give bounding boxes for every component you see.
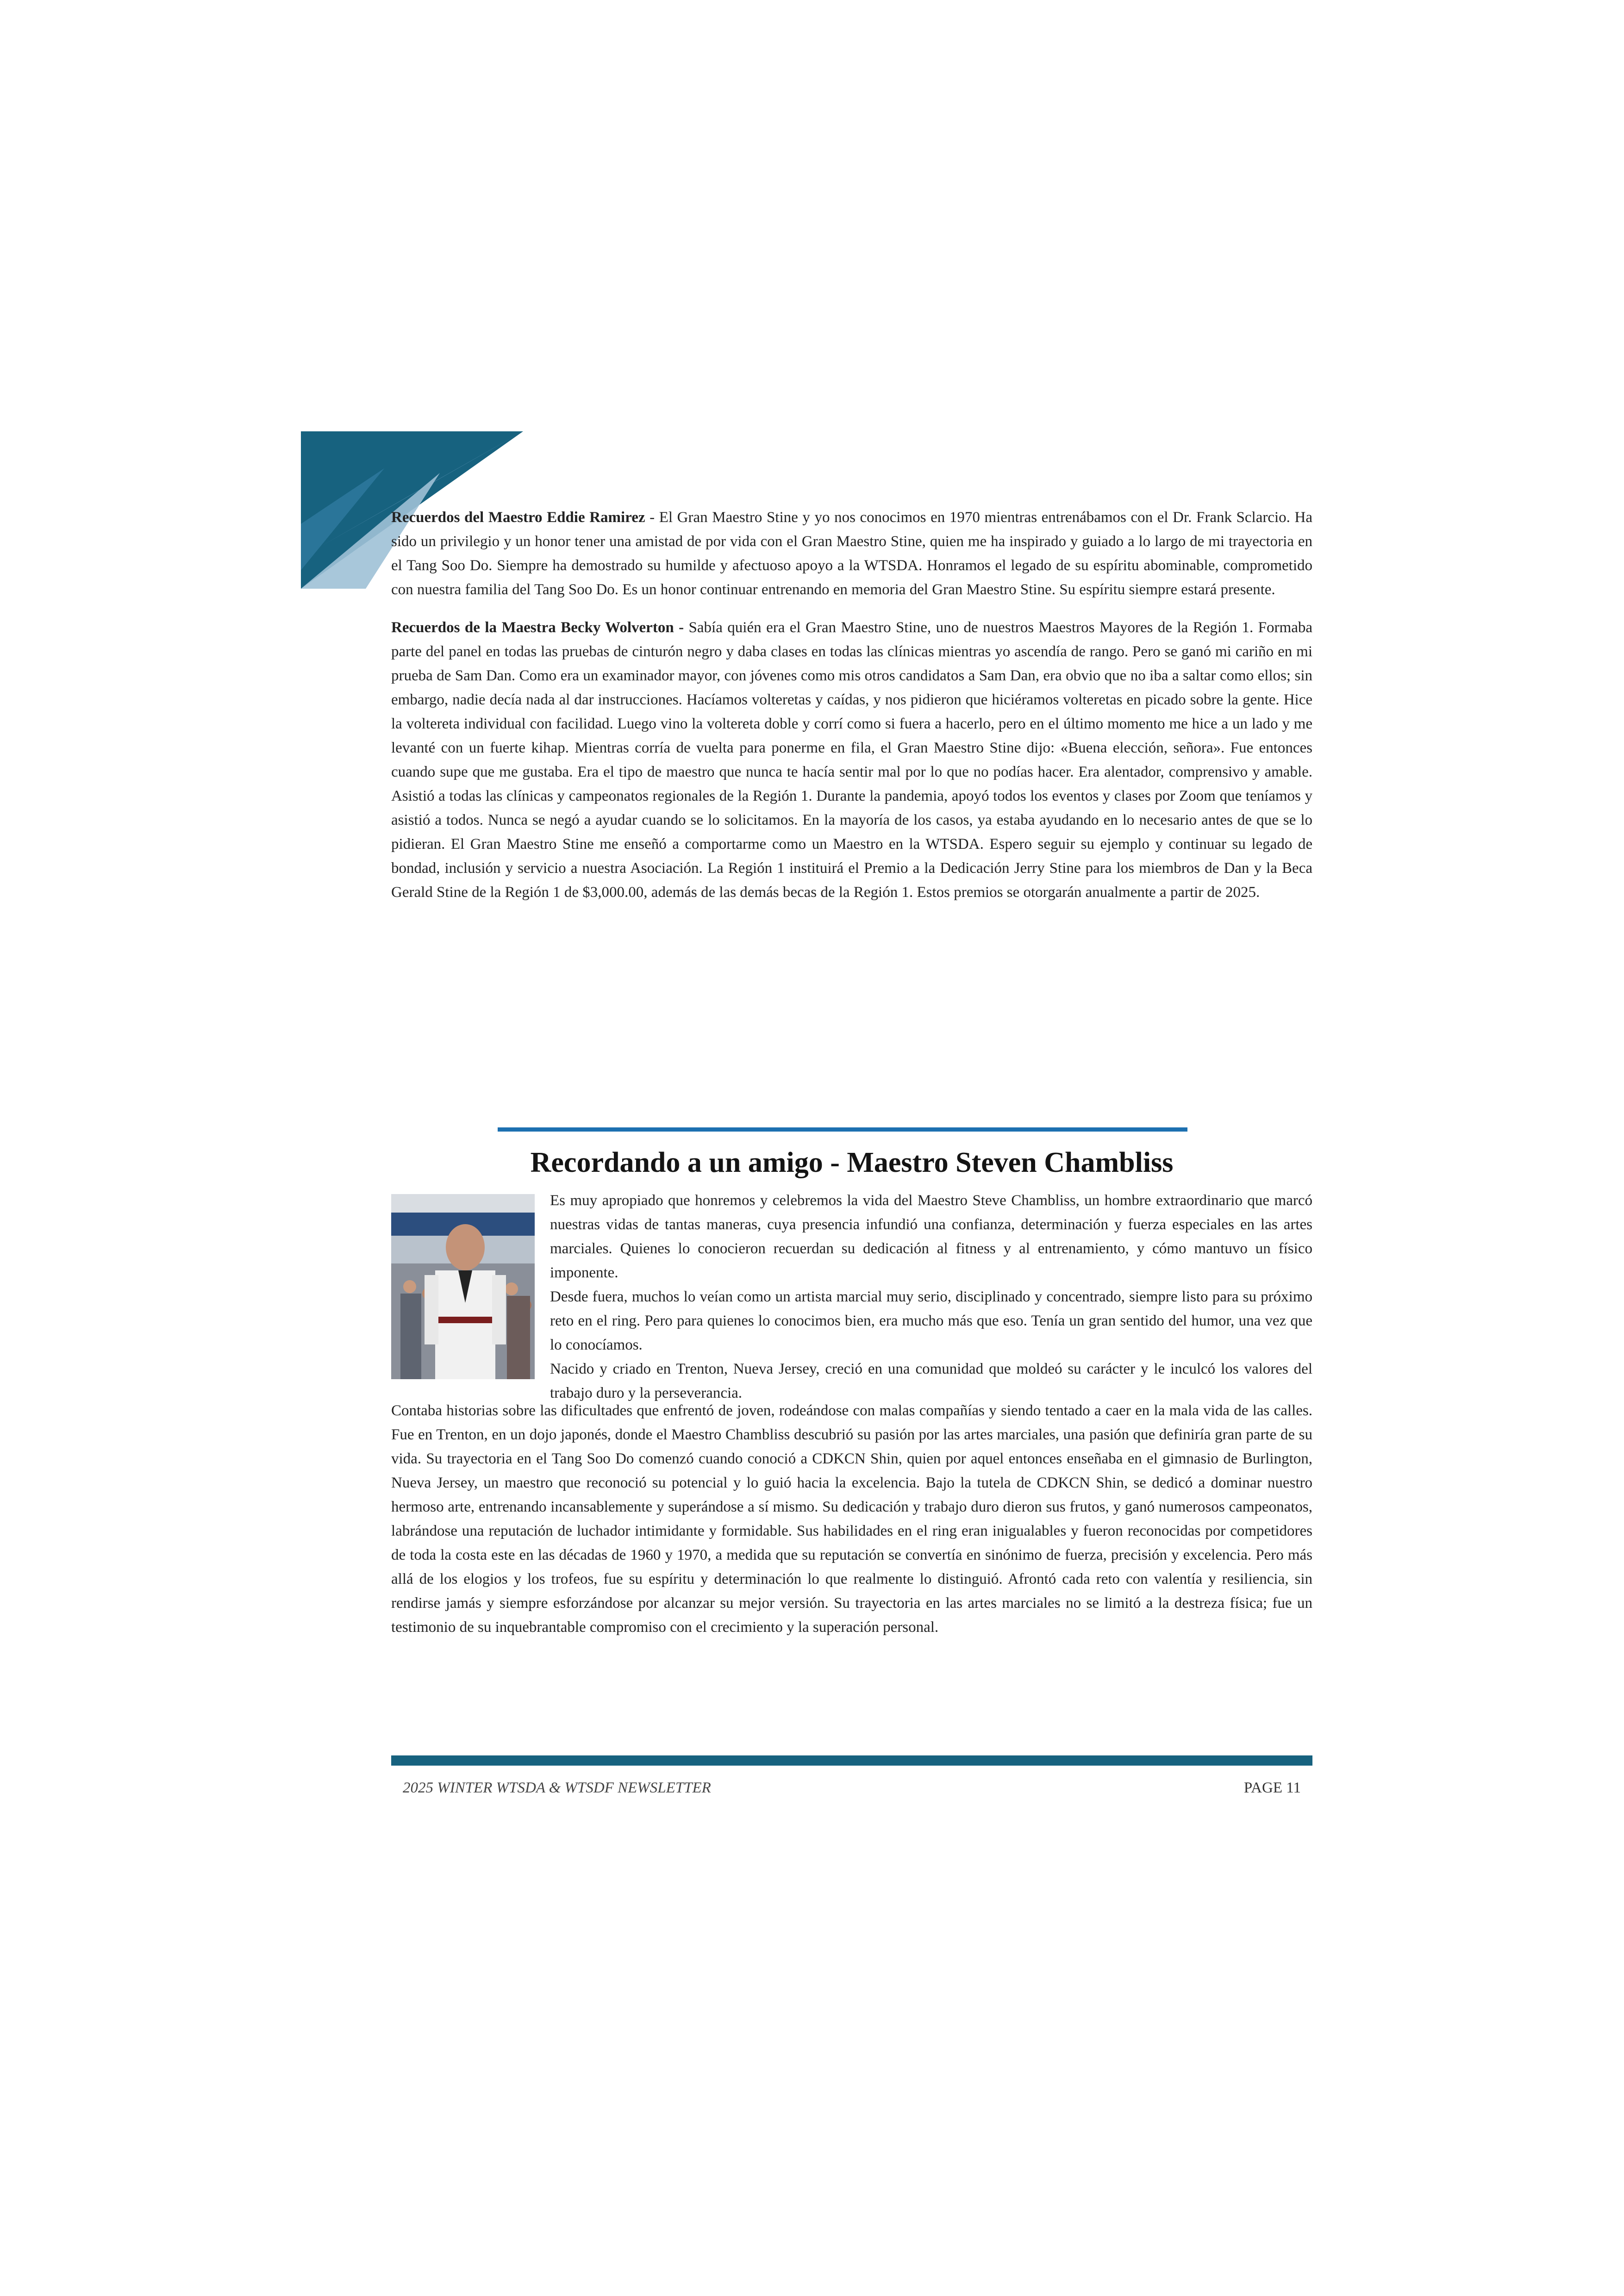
memory-lead: Recuerdos del Maestro Eddie Ramirez [391, 509, 645, 526]
memory-text: - El Gran Maestro Stine y yo nos conocimos en 1970 mientras entrenábamos con el Dr. Frank Sclarcio. Ha sido un privilegio y un honor tener una amistad de por vida con el Gran Maestro Stine, quien me ha inspirado y guiado a lo largo de mi trayectoria en el Tang Soo Do. Siempre ha demostrado su humilde y afectuoso apoyo a la WTSDA. Honramos el legado de su espíritu abominable, comprometido con nuestra familia del Tang Soo Do. Es un honor continuar entrenando en memoria del Gran Maestro Stine. Su espíritu siempre estará presente. [391, 509, 1312, 598]
page-number: PAGE 11 [1243, 1780, 1301, 1796]
memory-lead: Recuerdos de la Maestra Becky Wolverton - [391, 619, 684, 636]
tribute-body [391, 1399, 1312, 1639]
chambliss-photo [391, 1194, 535, 1379]
memory-paragraph [391, 505, 1312, 602]
tribute-paragraph: Nacido y criado en Trenton, Nueva Jersey, creció en una comunidad que moldeó su carácter y le inculcó los valores del trabajo duro y la perseverancia. [550, 1361, 1312, 1401]
section-divider [498, 1127, 1187, 1132]
tribute-paragraph: Es muy apropiado que honremos y celebremos la vida del Maestro Steve Chambliss, un hombre extraordinario que marcó nuestras vidas de tantas maneras, cuya presencia infundió una confianza, determinación y fuerza especiales en las artes marciales. Quienes lo conocieron recuerdan su dedicación al fitness y al entrenamiento, y cómo mantuvo un físico imponente. [550, 1192, 1312, 1281]
tribute-paragraph: Desde fuera, muchos lo veían como un artista marcial muy serio, disciplinado y concentrado, siempre listo para su próximo reto en el ring. Pero para quienes lo conocimos bien, era mucho más que eso. Tenía un gran sentido del humor, una vez que lo conocíamos. [550, 1288, 1312, 1353]
tribute-intro [550, 1188, 1312, 1405]
memories-section [391, 505, 1312, 918]
memory-paragraph [391, 616, 1312, 904]
footer-bar [391, 1755, 1312, 1766]
memory-text: Sabía quién era el Gran Maestro Stine, uno de nuestros Maestros Mayores de la Región 1. Formaba parte del panel en todas las pruebas de cinturón negro y daba clases en todas las clínicas mientras yo ascendía de rango. Pero se ganó mi cariño en mi prueba de Sam Dan. Como era un examinador mayor, con jóvenes como mis otros candidatos a Sam Dan, era obvio que no iba a saltar como ellos; sin embargo, nadie decía nada al dar instrucciones. Hacíamos volteretas y caídas, y nos pidieron que hiciéramos volteretas en picado sobre la gente. Hice la voltereta individual con facilidad. Luego vino la voltereta doble y corrí como si fuera a hacerlo, pero en el último momento me hice a un lado y me levanté con un fuerte kihap. Mientras corría de vuelta para ponerme en fila, el Gran Maestro Stine dijo: «Buena elección, señora». Fue entonces cuando supe que me gustaba. Era el tipo de maestro que nunca te hacía sentir mal por lo que no podías hacer. Era alentador, comprensivo y amable. Asistió a todas las clínicas y campeonatos regionales de la Región 1. Durante la pandemia, apoyó todos los eventos y clases por Zoom que teníamos y asistió a todos. Nunca se negó a ayudar cuando se lo solicitamos. En la mayoría de los casos, ya estaba ayudando en lo necesario antes de que se lo pidieran. El Gran Maestro Stine me enseñó a comportarme como un Maestro en la WTSDA. Espero seguir su ejemplo y continuar su legado de bondad, inclusión y servicio a nuestra Asociación. La Región 1 instituirá el Premio a la Dedicación Jerry Stine para los miembros de Dan y la Beca Gerald Stine de la Región 1 de $3,000.00, además de las demás becas de la Región 1. Estos premios se otorgarán anualmente a partir de 2025. [391, 619, 1312, 901]
tribute-paragraph: Contaba historias sobre las dificultades que enfrentó de joven, rodeándose con malas compañías y siendo tentado a caer en la mala vida de las calles. Fue en Trenton, en un dojo japonés, donde el Maestro Chambliss descubrió su pasión por las artes marciales, una pasión que definiría gran parte de su vida. Su trayectoria en el Tang Soo Do comenzó cuando conoció a CDKCN Shin, quien por aquel entonces enseñaba en el gimnasio de Burlington, Nueva Jersey, un maestro que reconoció su potencial y lo guió hacia la excelencia. Bajo la tutela de CDKCN Shin, se dedicó a dominar nuestro hermoso arte, entrenando incansablemente y superándose a sí mismo. Su dedicación y trabajo duro dieron sus frutos, y ganó numerosos campeonatos, labrándose una reputación de luchador intimidante y formidable. Sus habilidades en el ring eran inigualables y fueron reconocidas por competidores de toda la costa este en las décadas de 1960 y 1970, a medida que su reputación se convertía en sinónimo de fuerza, precisión y excelencia. Pero más allá de los elogios y los trofeos, fue su espíritu y determinación lo que realmente lo distinguió. Afrontó cada reto con valentía y resiliencia, sin rendirse jamás y siempre esforzándose por alcanzar su mejor versión. Su trayectoria en las artes marciales no se limitó a la destreza física; fue un testimonio de su inquebrantable compromiso con el crecimiento y la superación personal. [391, 1402, 1312, 1636]
newsletter-name: 2025 WINTER WTSDA & WTSDF NEWSLETTER [403, 1780, 711, 1796]
tribute-title: Recordando a un amigo - Maestro Steven Chambliss [530, 1147, 1174, 1178]
